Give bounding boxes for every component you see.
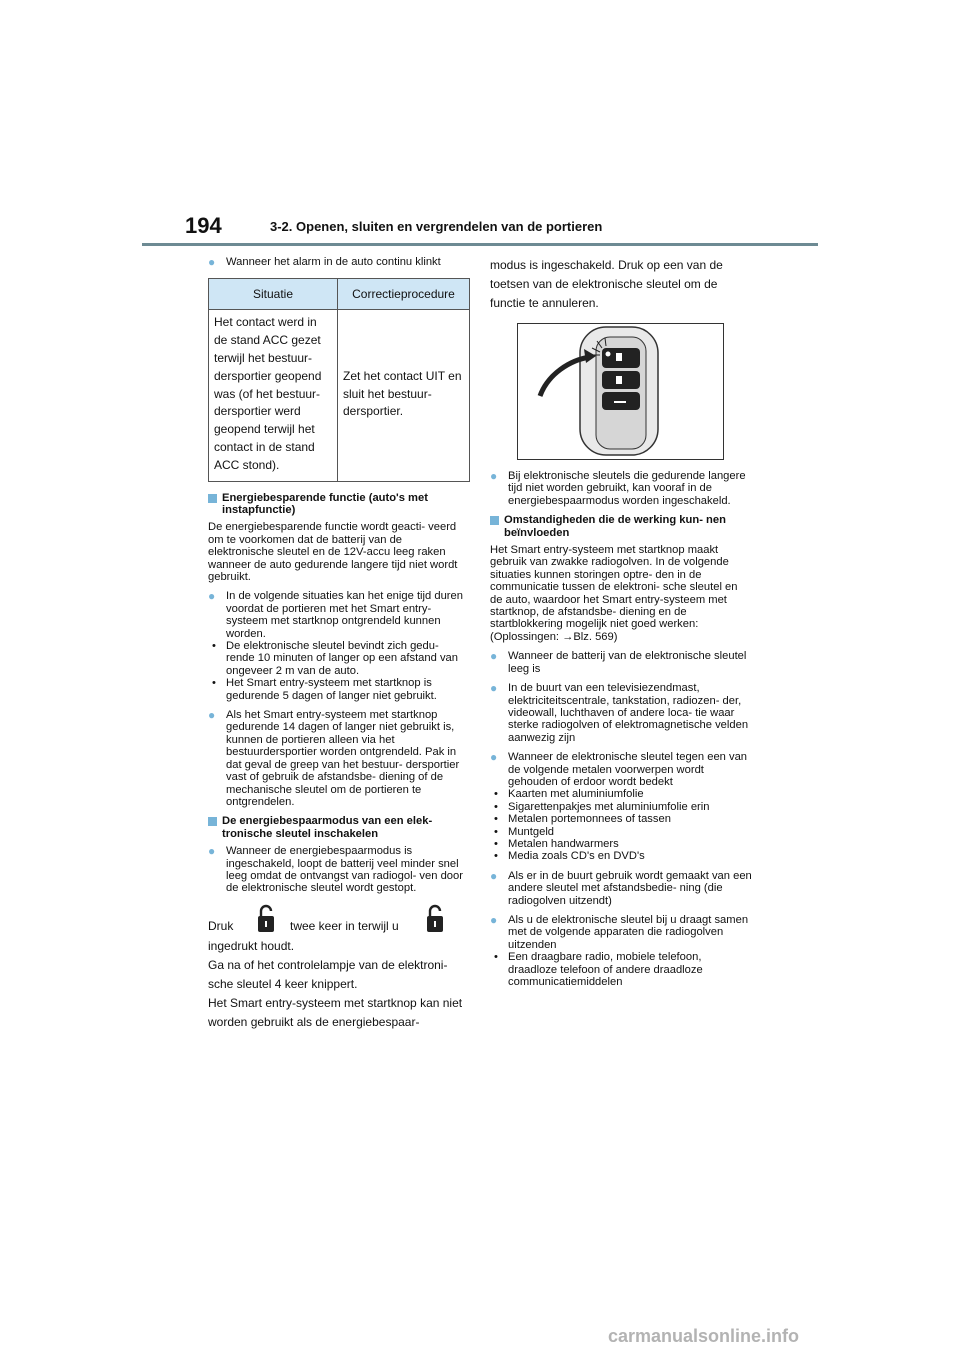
key-illustration — [517, 323, 724, 460]
sub-item: • Metalen handwarmers — [490, 838, 752, 850]
smart-key-figure — [518, 324, 723, 459]
alarm-table — [208, 278, 470, 481]
bullet-battery: ● Wanneer de batterij van de elektronische sleutel leeg is — [490, 650, 752, 675]
bullet-situations: ● In de volgende situaties kan het enige tijd duren voordat de portieren met het Smart entry-systeem met startknop ontgrendeld kunnen worden. — [208, 590, 470, 640]
sub-item: • Muntgeld — [490, 826, 752, 838]
table-header-situation: Situatie — [209, 279, 338, 310]
instruction-press-cont: ingedrukt houdt. — [208, 938, 295, 953]
chapter-title: 3-2. Openen, sluiten en vergrendelen van de portieren — [270, 219, 603, 234]
bullet-metal: ● Wanneer de elektronische sleutel tegen een van de volgende metalen voorwerpen wordt gehouden of erdoor wordt bedekt — [490, 751, 752, 788]
bullet-alarm: ● Wanneer het alarm in de auto continu klinkt — [208, 256, 470, 268]
sub-item: • Het Smart entry-systeem met startknop is gedurende 5 dagen of langer niet gebruikt. — [208, 677, 470, 702]
sub-item: • Media zoals CD's en DVD's — [490, 850, 752, 862]
paragraph-not-usable: Het Smart entry-systeem met startknop kan niet worden gebruikt als de energiebespaar- — [208, 995, 463, 1029]
table-header-procedure: Correctieprocedure — [338, 279, 470, 310]
paragraph-cancel: modus is ingeschakeld. Druk op een van de toetsen van de elektronische sleutel om de functie te annuleren. — [490, 258, 723, 310]
bullet-devices: ● Als u de elektronische sleutel bij u draagt samen met de volgende apparaten die radiogolven uitzenden — [490, 914, 752, 951]
bullet-saving-mode: ● Wanneer de energiebespaarmodus is ingeschakeld, loopt de batterij veel minder snel leeg omdat de ontvangst van radiogol- ven door de elektronische sleutel wordt gestopt. — [208, 845, 470, 895]
sub-item: • Metalen portemonnees of tassen — [490, 813, 752, 825]
paragraph-energy: De energiebesparende functie wordt geacti- veerd om te voorkomen dat de batterij van de elektronische sleutel en de 12V-accu leeg raken wanneer de auto gedurende langere tijd niet wordt gebruikt. — [208, 521, 458, 584]
header-divider — [142, 243, 818, 246]
paragraph-radio: Het Smart entry-systeem met startknop maakt gebruik van zwakke radiogolven. In de volgende situaties kunnen storingen optre- den in de communicatie tussen de elektroni- sche sleutel en de auto, waardoor het Smart entry-systeem met startknop, de afstandsbe- diening en de startblokkering mogelijk niet goed werken: — [490, 544, 738, 631]
bullet-tower: ● In de buurt van een televisiezendmast, elektriciteitscentrale, tankstation, radiozen- der, videowall, luchthaven of andere loca- tie waar sterke radiogolven of elektromagnetische velden aanwezig zijn — [490, 682, 752, 744]
bullet-preset: ● Bij elektronische sleutels die gedurende langere tijd niet worden gebruikt, kan vooraf in de energiebespaarmodus worden ingeschakeld. — [490, 470, 752, 507]
lock-icon — [256, 903, 276, 933]
sub-item: • De elektronische sleutel bevindt zich gedu- rende 10 minuten of langer op een afstand van ongeveer 2 m van de auto. — [208, 640, 470, 677]
bullet-14-days: ● Als het Smart entry-systeem met startknop gedurende 14 dagen of langer niet gebruikt is, kunnen de portieren alleen via het bestuurdersportier worden ontgrendeld. Pak in dat geval de greep van het bestuur- dersportier vast of gebruik de afstandsbe- diening of de mechanische sleutel om de portieren te ontgrendelen. — [208, 709, 470, 808]
section-heading-energy: Energiebesparende functie (auto's met instapfunctie) — [208, 492, 470, 517]
section-heading-conditions: Omstandigheden die de werking kun- nen beïnvloeden — [490, 514, 752, 539]
solutions-reference: (Oplossingen: →Blz. 569) — [490, 630, 618, 643]
page-number: 194 — [185, 213, 222, 238]
sub-item: • Een draagbare radio, mobiele telefoon, draadloze telefoon of andere draadloze communicatiemiddelen — [490, 951, 752, 988]
paragraph-indicator: Ga na of het controlelampje van de elektroni- sche sleutel 4 keer knippert. — [208, 957, 448, 991]
sub-item: • Sigarettenpakjes met aluminiumfolie erin — [490, 801, 752, 813]
sub-item: • Kaarten met aluminiumfolie — [490, 788, 752, 800]
bullet-other-key: ● Als er in de buurt gebruik wordt gemaakt van een andere sleutel met afstandsbedie- ning (die radiogolven uitzendt) — [490, 870, 752, 907]
right-column — [490, 256, 752, 988]
watermark: carmanualsonline.info — [608, 1326, 800, 1346]
left-column — [208, 256, 470, 1032]
table-cell-situation: Het contact werd in de stand ACC gezet terwijl het bestuur- dersportier geopend was (of het bestuur- dersportier werd geopend terwijl het contact in de stand ACC stond). — [209, 310, 338, 481]
section-heading-saving-mode: De energiebespaarmodus van een elek- tronische sleutel inschakelen — [208, 815, 470, 840]
table-cell-procedure: Zet het contact UIT en sluit het bestuur- dersportier. — [338, 310, 470, 481]
lock-icon — [425, 903, 445, 933]
instruction-press: Druk twee keer in terwijl u — [208, 903, 470, 937]
